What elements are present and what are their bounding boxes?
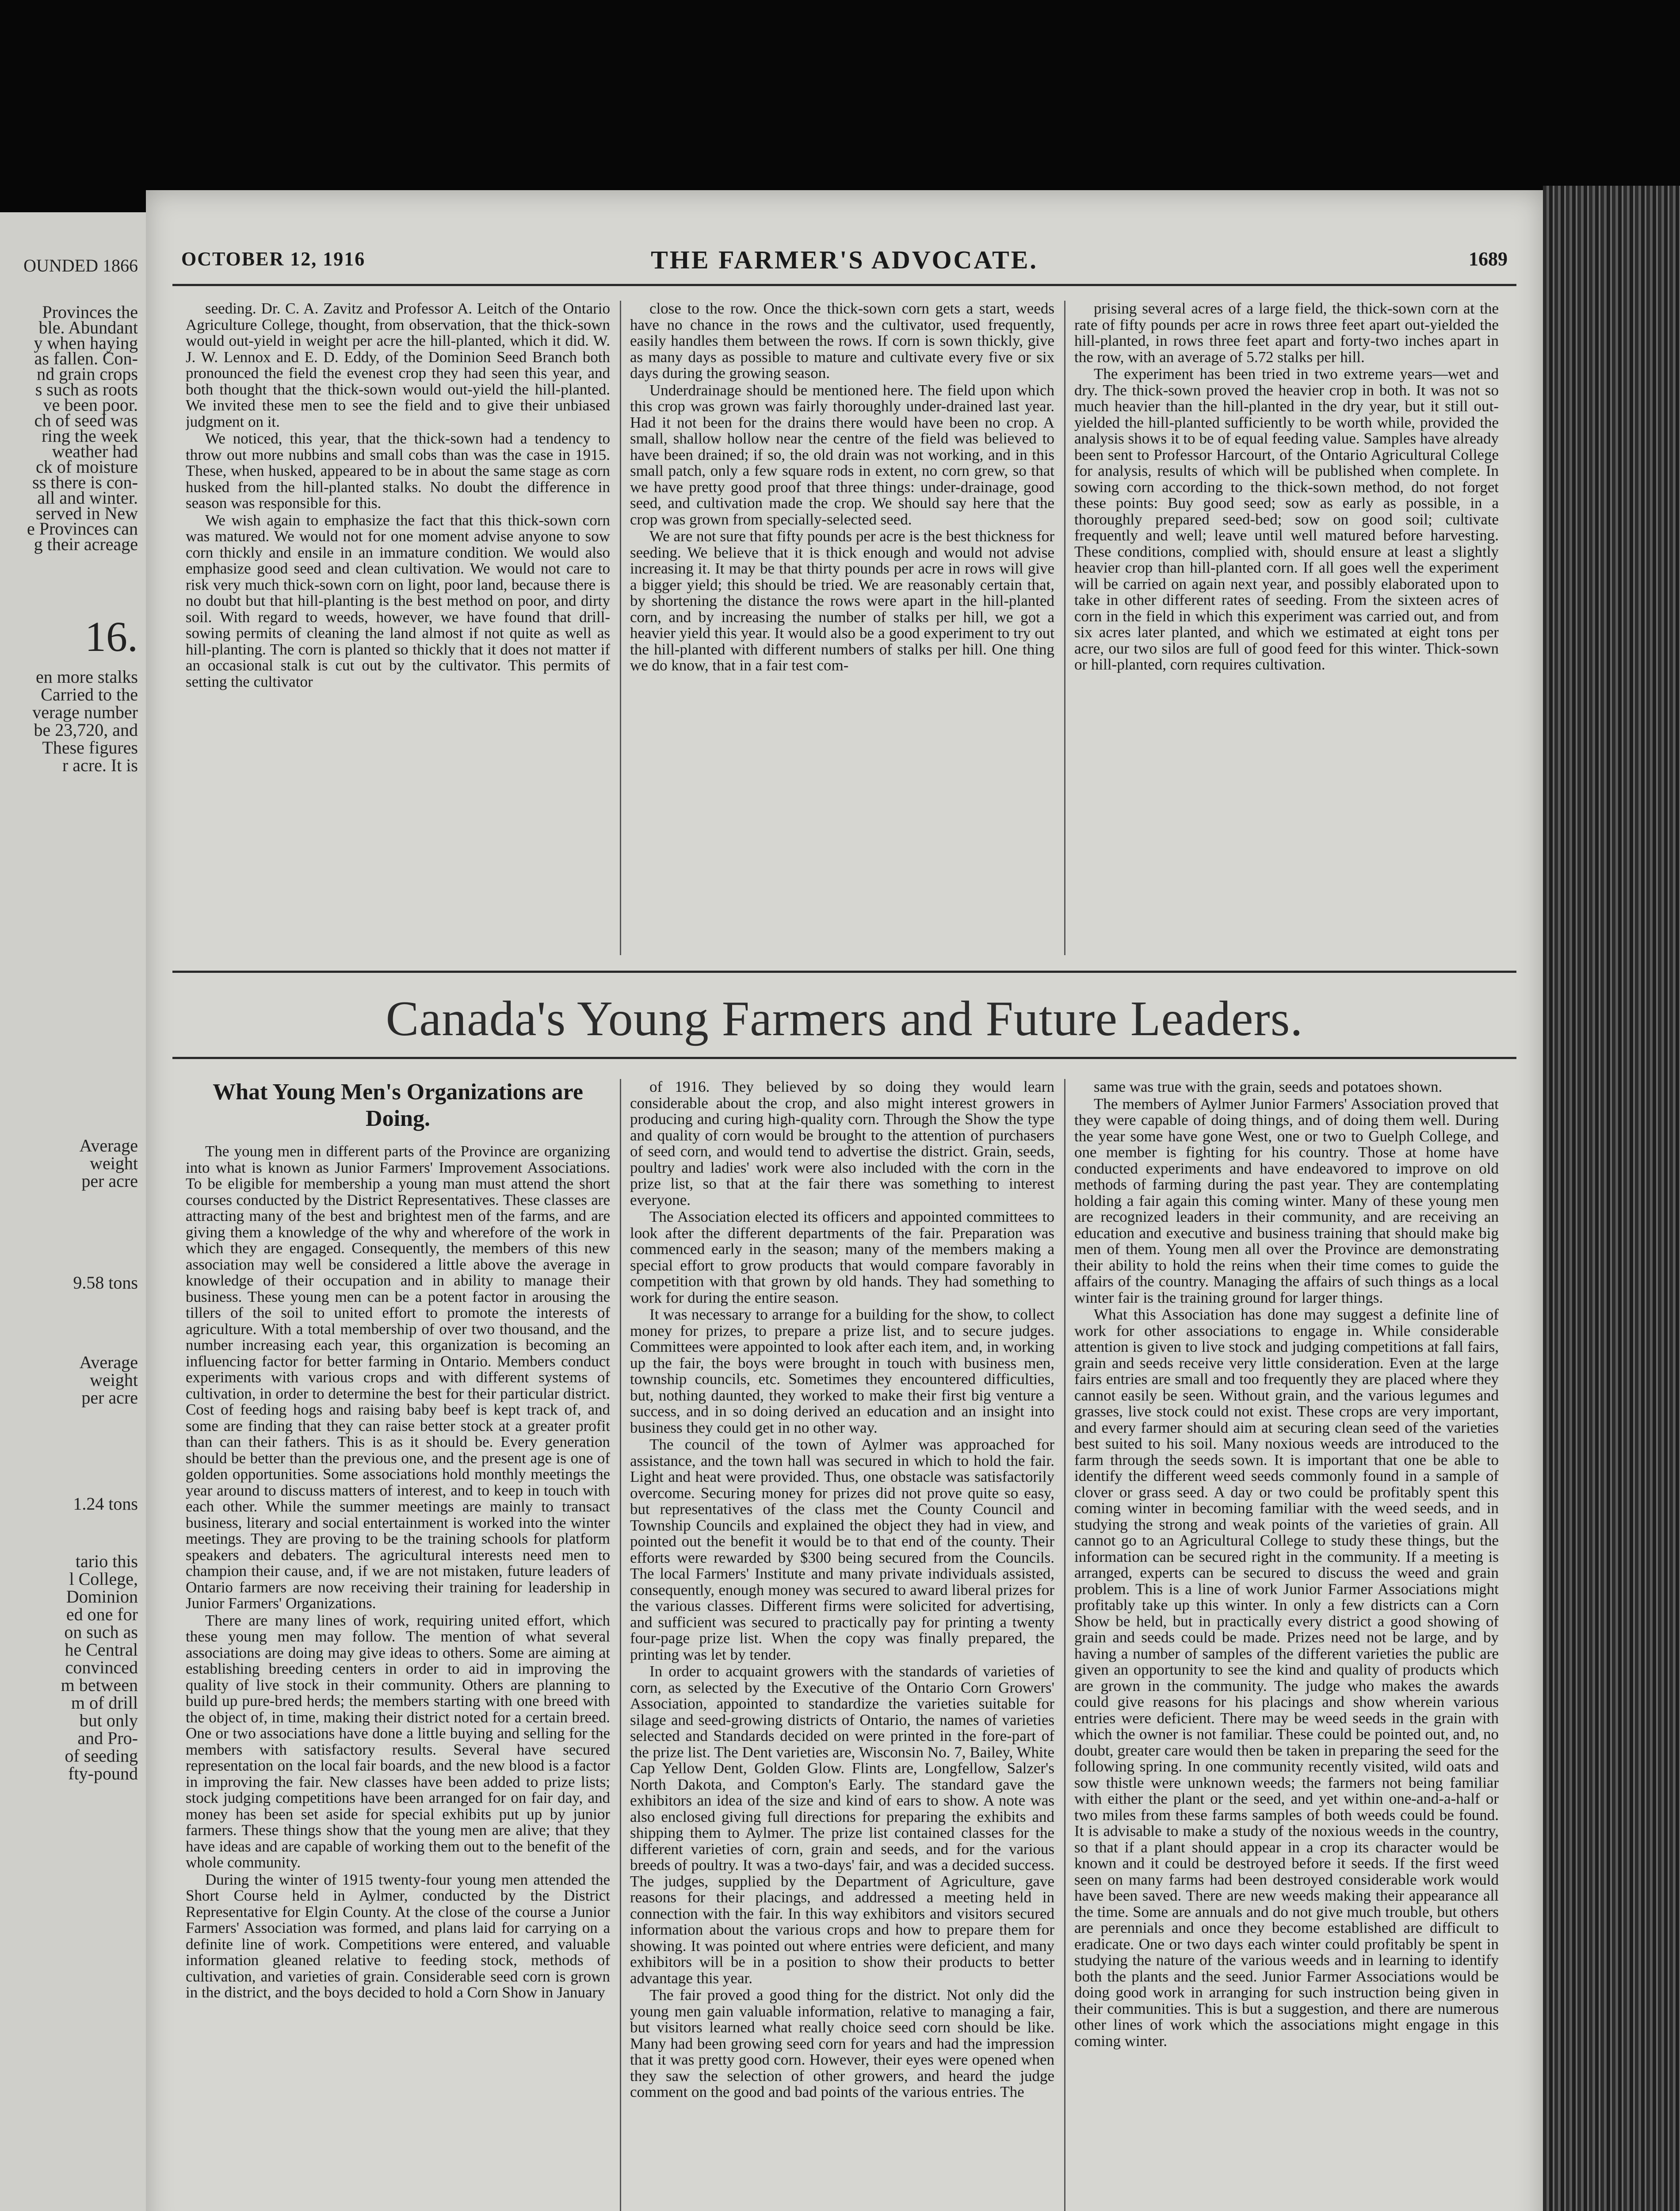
paragraph: close to the row. Once the thick-sown corn gets a start, weeds have no chance in the rows and the cultivator, used frequently, easily handles them between the rows. If corn is sown thickly, give as many days as possible to mature and cultivate every five or six days during the growing season. (630, 301, 1054, 382)
adjacent-page-text-line: Carried to the (41, 685, 138, 704)
adjacent-page-text-line: y when haying (34, 333, 138, 353)
top-article-column-3 (1074, 301, 1499, 955)
top-article-column-2 (630, 301, 1054, 955)
bottom-article-column-3 (1074, 1079, 1499, 2211)
adjacent-page-text-line: en more stalks (35, 667, 138, 687)
newspaper-page (146, 190, 1543, 2211)
adjacent-page-text-line: ck of moisture (35, 457, 138, 477)
adjacent-page-fragment (0, 212, 146, 2211)
adjacent-page-text-line: verage number (32, 702, 138, 722)
paragraph: There are many lines of work, requiring united effort, which these young men may follow. The mention of what several associations are doing may give ideas to others. Some are aiming at establishing breeding centers in order to aid in improving the quality of live stock in their community. Others are planning to build up pure-bred herds; the members starting with one breed with the object of, in time, making their district noted for a certain breed. One or two associations have done a little buying and selling for the members with satisfactory results. Several have secured representation on the local fair boards, and the new blood is a factor in improving the fair. New classes have been added to prize lists; stock judging competitions have been arranged for on fair day, and money has been set aside for special exhibits put up by junior farmers. These things show that the young men are alive; that they have ideas and are capable of working them out to the benefit of the whole community. (186, 1611, 610, 1871)
bottom-article-column-1 (186, 1079, 610, 2211)
page-number: 1689 (1469, 248, 1508, 270)
paragraph: What this Association has done may suggest a definite line of work for other associations to engage in. While considerable attention is given to live stock and judging competitions at fall fairs, grain and seeds receive very little consideration. Even at the large fairs entries are small and too frequently they are placed where they cannot easily be seen. Without grain, and the various legumes and grasses, live stock could not exist. These crops are very important, and every farmer should aim at securing clean seed of the varieties best suited to his soil. Many noxious weeds are introduced to the farm through the seeds sown. It is important that one be able to identify the different weed seeds commonly found in a sample of clover or grass seed. A day or two could be profitably spent this coming winter in becoming familiar with the weed seeds, and in studying the strong and weak points of the varieties of grain. All cannot go to an Agricultural College to study these things, but the information can be secured right in the community. If a meeting is arranged, experts can be secured to discuss the weed and grain problem. This is a line of work Junior Farmer Associations might profitably take up this winter. In only a few districts can a Corn Show be held, but in practically every district a good showing of grain and seeds could be made. Prizes need not be large, and by having a number of samples of the different varieties the public are given an opportunity to see the kind and quality of products which are grown in the community. The judge who makes the awards could give reasons for his placings and show wherein various entries were deficient. There may be weed seeds in the grain with which the owner is not familiar. These could be pointed out, and, no doubt, greater care would then be taken in preparing the seed for the following spring. In one community recently visited, wild oats and sow thistle were unknown weeds; the farmers not being familiar with either the plant or the seed, and yet within one-and-a-half or two miles from these farms samples of both weeds could be found. It is advisable to make a study of the noxious weeds in the country, so that if a plant should appear in a crop its character would be known and it could be destroyed before it seeds. If the first weed seen on many farms had been destroyed considerable work would have been saved. There are new weeds making their appearance all the time. Some are annuals and do not give much trouble, but others are perennials and once they become established are difficult to eradicate. One or two days each winter could profitably be spent in studying the nature of the various weeds and in learning to identify both the plants and the seed. Junior Farmer Associations would be doing good work in arranging for such instruction being given in their communities. This is but a suggestion, and there are numerous other lines of work which the associations might engage in this coming winter. (1074, 1306, 1499, 2050)
adjacent-page-text-line: tario this (75, 1551, 138, 1571)
adjacent-page-text-line: r acre. It is (62, 755, 138, 775)
adjacent-page-text-line: ble. Abundant (38, 317, 138, 337)
paragraph: same was true with the grain, seeds and potatoes shown. (1094, 1079, 1443, 1095)
adjacent-page-text-line: m between (61, 1675, 138, 1695)
adjacent-page-text-line: 16. (85, 613, 138, 660)
bottom-article-column-2 (630, 1079, 1054, 2211)
adjacent-page-text-line: convinced (65, 1657, 138, 1677)
paragraph: The experiment has been tried in two extreme years—wet and dry. The thick-sown proved the heavier crop in both. It was not so much heavier than the hill-planted in the dry year, but it still out-yielded the hill-planted sufficiently to be worth while, provided the analysis shows it to be of equal feeding value. Samples have already been sent to Professor Harcourt, of the Ontario Agricultural College for analysis, results of which will be published when complete. In sowing corn according to the thick-sown method, do not forget these points: Buy good seed; sow as early as possible, in a thoroughly prepared seed-bed; sow on good soil; cultivate frequently and well; leave until well matured before harvesting. These conditions, complied with, should ensure at least a slightly heavier crop than hill-planted corn. If all goes well the experiment will be carried on again next year, and possibly elaborated upon to take in other different rates of seeding. From the sixteen acres of corn in the field in which this experiment was carried out, and from six acres later planted, and which we estimated at eight tons per acre, our two silos are full of good feed for this winter. Thick-sown or hill-planted, corn requires cultivation. (1074, 365, 1499, 673)
adjacent-page-text-line: weather had (52, 441, 138, 461)
adjacent-page-text-line: per acre (81, 1171, 138, 1191)
adjacent-page-text-line: Dominion (66, 1587, 138, 1607)
adjacent-page-text-line: as fallen. Con- (34, 348, 138, 368)
paragraph: seeding. Dr. C. A. Zavitz and Professor A. Leitch of the Ontario Agriculture College, thought, from observation, that the thick-sown would out-yield in weight per acre the hill-planted, which it did. W. J. W. Lennox and E. D. Eddy, of the Dominion Seed Branch both pronounced the field the evenest crop they had seen this year, and both thought that the thick-sown would out-yield the hill-planted. We invited these men to see the field and to give their unbiased judgment on it. (186, 301, 610, 430)
paragraph: The fair proved a good thing for the district. Not only did the young men gain valuable information, relative to managing a fair, but visitors learned what really choice seed corn should be like. Many had been growing seed corn for years and had the impression that it was pretty good corn. However, their eyes were opened when they saw the selection of other growers, and heard the judge comment on the good and bad points of the various entries. The (630, 1986, 1054, 2100)
adjacent-page-text-line: fty-pound (68, 1763, 138, 1783)
column-separator (1064, 301, 1065, 955)
paragraph: We noticed, this year, that the thick-sown had a tendency to throw out more nubbins and small cobs than was the case in 1915. These, when husked, appeared to be in about the same stage as corn husked from the hill-planted stalks. No doubt the difference in season was responsible for this. (186, 430, 610, 512)
adjacent-page-text-line: and Pro- (77, 1728, 138, 1748)
adjacent-page-text-line: ss there is con- (32, 472, 138, 492)
top-article-column-1 (186, 301, 610, 955)
adjacent-page-text-line: s such as roots (35, 379, 138, 399)
masthead: THE FARMER'S ADVOCATE. (651, 245, 1038, 274)
paragraph: In order to acquaint growers with the standards of varieties of corn, as selected by the Executive of the Ontario Corn Growers' Association, appointed to standardize the varieties suitable for silage and seed-growing districts of Ontario, the names of varieties selected and Standards decided on were printed in the fore-part of the prize list. The Dent varieties are, Wisconsin No. 7, Bailey, White Cap Yellow Dent, Golden Glow. Flints are, Longfellow, Salzer's North Dakota, and Compton's Early. The standard gave the exhibitors an idea of the size and kind of ears to show. A note was also enclosed giving full directions for preparing the exhibits and shipping them to Aylmer. The prize list contained classes for the different varieties of corn, grain and seeds, and for the various breeds of poultry. It was a two-days' fair, and was a decided success. The judges, supplied by the Department of Agriculture, gave reasons for their placings, and addressed a meeting held in connection with the fair. In this way exhibitors and visitors secured information about the various crops and how to prepare them for showing. It was pointed out where entries were deficient, and many exhibitors will be in a position to show their products to better advantage this year. (630, 1663, 1054, 1987)
adjacent-page-text-line: 1.24 tons (73, 1494, 138, 1514)
adjacent-page-text-line: but only (79, 1710, 138, 1730)
column-separator (620, 1079, 621, 2211)
paragraph: It was necessary to arrange for a building for the show, to collect money for prizes, to prepare a prize list, and to secure judges. Committees were appointed to look after each item, and, in working up the fair, the boys were brought in touch with business men, township councils, etc. Sometimes they encountered difficulties, but, nothing daunted, they worked to make their first big venture a success, and in so doing derived an education and an insight into business they could get in no other way. (630, 1306, 1054, 1436)
paragraph: The council of the town of Aylmer was approached for assistance, and the town hall was secured in which to hold the fair. Light and heat were provided. Thus, one obstacle was satisfactorily overcome. Securing money for prizes did not prove quite so easy, but representatives of the class met the County Council and Township Councils and explained the object they had in view, and pointed out the benefit it would be to that end of the county. Their efforts were rewarded by $300 being secured from the Councils. The local Farmers' Institute and many private individuals assisted, consequently, enough money was secured to award liberal prizes for the various classes. Different firms were solicited for advertising, and sufficient was secured to practically pay for printing a twenty four-page prize list. When the copy was finally prepared, the printing was let by tender. (630, 1436, 1054, 1663)
adjacent-page-text-line: nd grain crops (37, 364, 138, 384)
paragraph: We wish again to emphasize the fact that this thick-sown corn was matured. We would not for one moment advise anyone to sow corn thickly and ensile in an immature condition. We would also emphasize good seed and clean cultivation. We would not care to risk very much thick-sown corn on light, poor land, because there is no doubt but that hill-planting is the best method on poor, and dirty soil. With regard to weeds, however, we have found that drill-sowing permits of cleaning the land almost if not quite as well as hill-planting. The corn is planted so thickly that it does not matter if an occasional stalk is cut out by the cultivator. This permits of setting the cultivator (186, 511, 610, 690)
adjacent-page-text-line: served in New (35, 503, 138, 523)
adjacent-page-text-line: all and winter. (37, 488, 138, 508)
adjacent-page-text-line: 9.58 tons (73, 1273, 138, 1293)
adjacent-page-text-line: ve been poor. (43, 395, 138, 415)
paragraph: The Association elected its officers and appointed committees to look after the different departments of the fair. Preparation was commenced early in the season; many of the members making a special effort to grow products that would compare favorably in competition with that grown by old hands. They had something to work for during the entire season. (630, 1208, 1054, 1306)
column-separator (1064, 1079, 1065, 2211)
adjacent-page-text-line: ch of seed was (34, 410, 138, 430)
adjacent-page-text-line: Provinces the (42, 302, 138, 322)
section-rule-top (172, 971, 1516, 973)
adjacent-page-text-line: weight (90, 1153, 138, 1173)
paragraph: We are not sure that fifty pounds per acre is the best thickness for seeding. We believe that it is thick enough and would not advise increasing it. It may be that thirty pounds per acre in rows will give a bigger yield; this should be tried. We are reasonably certain that, by shortening the distance the rows were apart in the hill-planted corn, and by increasing the number of stalks per hill, we got a heavier yield this year. It would also be a good experiment to try out the hill-planted with different numbers of stalks per hill. One thing we do know, that in a fair test com- (630, 528, 1054, 674)
paragraph: During the winter of 1915 twenty-four young men attended the Short Course held in Aylmer, conducted by the District Representative for Elgin County. At the close of the course a Junior Farmers' Association was formed, and plans laid for carrying on a definite line of work. Competitions were entered, and valuable information gleaned relative to feeding stock, methods of cultivation, and varieties of grain. Considerable seed corn is grown in the district, and the boys decided to hold a Corn Show in January (186, 1871, 610, 2001)
section-rule-bottom (172, 1057, 1516, 1059)
paragraph: prising several acres of a large field, the thick-sown corn at the rate of fifty pounds per acre in rows three feet apart out-yielded the hill-planted, in rows three feet apart and forty-two inches apart in the row, with an average of 5.72 stalks per hill. (1074, 301, 1499, 366)
section-banner: Canada's Young Farmers and Future Leaders. (386, 991, 1303, 1046)
adjacent-page-text-line: l College, (69, 1569, 138, 1589)
paragraph: of 1916. They believed by so doing they would learn considerable about the crop, and also might interest growers in producing and curing high-quality corn. Through the Show the type and quality of corn would be brought to the attention of purchasers of seed corn, and would tend to advertise the district. Grain, seeds, poultry and ladies' work were also included with the corn in the prize list, so that at the fair there was something to interest everyone. (630, 1079, 1054, 1209)
paragraph: The young men in different parts of the Province are organizing into what is known as Junior Farmers' Improvement Associations. To be eligible for membership a young man must attend the short courses conducted by the District Representatives. These classes are attracting many of the best and brightest men of the farms, and are giving them a knowledge of the why and wherefore of the work in which they are engaged. Consequently, the members of this new association may well be considered a little above the average in knowledge of their occupation and in ability to manage their business. These young men can be a potent factor in arousing the tillers of the soil to united effort to promote the interests of agriculture. With a total membership of over two thousand, and the number increasing each year, this organization is becoming an influencing factor for better farming in Ontario. Members conduct experiments with various crops and with different systems of cultivation, in order to determine the best for their particular district. Cost of feeding hogs and raising baby beef is kept track of, and some are finding that they can raise better stock at a greater profit than can their fathers. This is as it should be. Every generation should be better than the previous one, and the present age is one of golden opportunities. Some associations hold monthly meetings the year around to discuss matters of interest, and to keep in touch with each other. While the summer meetings are mainly to transact business, literary and social entertainment is worked into the winter meetings. They are proving to be the training schools for platform speakers and debaters. The agricultural interests need men to champion their cause, and, if we are not mistaken, future leaders of Ontario farmers are now receiving their training for leadership in Junior Farmers' Organizations. (186, 1143, 610, 1612)
issue-date: OCTOBER 12, 1916 (181, 248, 366, 270)
adjacent-page-text-line: on such as (64, 1622, 138, 1642)
adjacent-page-text-line: weight (90, 1370, 138, 1390)
paragraph: Underdrainage should be mentioned here. The field upon which this crop was grown was fairly thoroughly under-drained last year. Had it not been for the drains there would have been no crop. A small, shallow hollow near the centre of the field was believed to have been drained; if so, the old drain was not working, and in this small patch, only a few square rods in extent, no corn grew, so that we have pretty good proof that three things: under-drainage, good seed, and cultivation made the crop. We should say here that the crop was grown from specially-selected seed. (630, 381, 1054, 528)
page-header (181, 245, 1508, 279)
adjacent-page-text-line: ed one for (66, 1604, 138, 1624)
paragraph: The members of Aylmer Junior Farmers' Association proved that they were capable of doing things, and of doing them well. During the year some have gone West, one or two to Guelph College, and one member is fighting for his country. Those at home have conducted experiments and have endeavored to improve on old methods of farming during the past year. They are contemplating holding a fair again this coming winter. Many of these young men are recognized leaders in their community, and are receiving an education and executive and business training that should make big men of them. Young men all over the Province are demonstrating their ability to hold the reins when their time comes to guide the affairs of the country. Managing the affairs of such things as a local winter fair is the training ground for larger things. (1074, 1095, 1499, 1306)
adjacent-page-text-line: m of drill (71, 1693, 138, 1713)
adjacent-page-text-line: he Central (65, 1640, 138, 1660)
adjacent-page-text-line: Average (79, 1352, 138, 1372)
book-binding (1543, 186, 1680, 2211)
adjacent-page-text-line: per acre (81, 1388, 138, 1408)
header-rule (172, 284, 1516, 286)
adjacent-page-text-line: ring the week (42, 426, 138, 446)
column-separator (620, 301, 621, 955)
adjacent-page-text-line: Average (79, 1136, 138, 1155)
adjacent-page-text-line: e Provinces can (27, 519, 138, 539)
adjacent-page-text-line: be 23,720, and (34, 720, 138, 740)
adjacent-page-text-line: g their acreage (34, 534, 138, 554)
article-headline: What Young Men's Organizations are Doing. (213, 1079, 583, 1131)
adjacent-page-text-line: These figures (42, 738, 138, 757)
adjacent-page-text-line: of seeding (65, 1746, 138, 1766)
adjacent-page-text-line: OUNDED 1866 (23, 256, 138, 275)
